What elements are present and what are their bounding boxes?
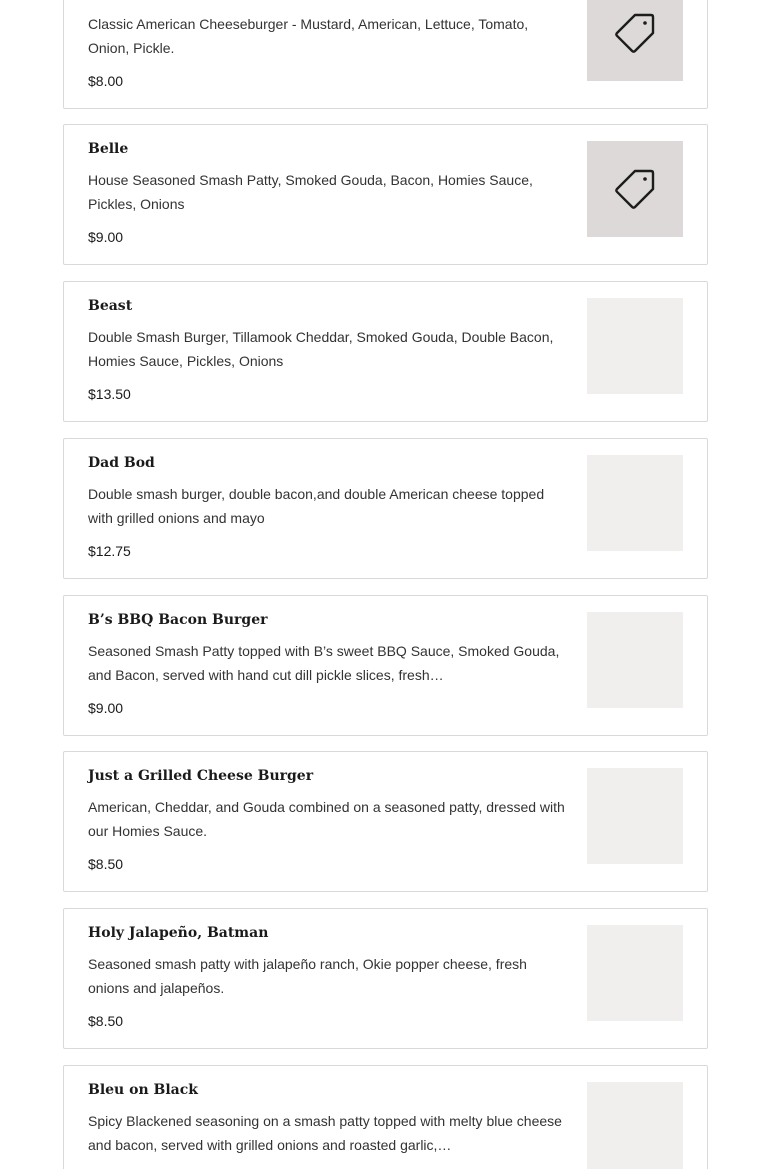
menu-item-name: Beast	[88, 298, 133, 314]
menu-item-card[interactable]	[63, 1065, 708, 1169]
menu-item-description: House Seasoned Smash Patty, Smoked Gouda, Bacon, Homies Sauce, Pickles, Onions	[88, 172, 533, 212]
menu-item-card[interactable]	[63, 0, 708, 109]
tag-icon	[613, 167, 657, 211]
menu-item-description: Seasoned smash patty with jalapeño ranch, Okie popper cheese, fresh onions and jalapeños.	[88, 956, 527, 996]
menu-item-name: B’s BBQ Bacon Burger	[88, 612, 268, 628]
menu-item-price: $12.75	[88, 543, 131, 559]
menu-item-image	[587, 141, 683, 237]
menu-item-card[interactable]	[63, 281, 708, 422]
menu-item-price: $8.50	[88, 1013, 124, 1029]
menu-item-description: Double Smash Burger, Tillamook Cheddar, Smoked Gouda, Double Bacon, Homies Sauce, Pickles, Onions	[88, 329, 554, 369]
menu-item-price: $13.50	[88, 386, 131, 402]
menu-item-description: Classic American Cheeseburger - Mustard, American, Lettuce, Tomato, Onion, Pickle.	[88, 16, 529, 56]
menu-item-name: Dad Bod	[88, 455, 155, 471]
menu-item-card[interactable]	[63, 751, 708, 892]
menu-item-card[interactable]	[63, 595, 708, 736]
menu-item-image-placeholder	[587, 1082, 683, 1169]
menu-item-card[interactable]	[63, 438, 708, 579]
menu-item-name: Belle	[88, 141, 129, 157]
menu-item-name: Just a Grilled Cheese Burger	[88, 768, 314, 784]
menu-item-card[interactable]	[63, 124, 708, 265]
menu-item-image-placeholder	[587, 455, 683, 551]
menu-item-image-placeholder	[587, 612, 683, 708]
menu-item-description: Seasoned Smash Patty topped with B’s sweet BBQ Sauce, Smoked Gouda, and Bacon, served with hand cut dill pickle slices, fresh…	[88, 643, 560, 683]
tag-icon	[613, 11, 657, 55]
menu-item-description: Double smash burger, double bacon,and double American cheese topped with grilled onions and mayo	[88, 486, 545, 526]
menu-item-image	[587, 0, 683, 81]
menu-item-description: American, Cheddar, and Gouda combined on a seasoned patty, dressed with our Homies Sauce.	[88, 799, 565, 839]
menu-item-image-placeholder	[587, 768, 683, 864]
menu-item-description: Spicy Blackened seasoning on a smash patty topped with melty blue cheese and bacon, served with grilled onions and roasted garlic,…	[88, 1113, 562, 1153]
menu-item-price: $8.00	[88, 73, 124, 89]
menu-item-card[interactable]	[63, 908, 708, 1049]
menu-item-image-placeholder	[587, 925, 683, 1021]
menu-item-image-placeholder	[587, 298, 683, 394]
menu-item-price: $9.00	[88, 700, 124, 716]
menu-item-name: Holy Jalapeño, Batman	[88, 925, 269, 941]
menu-item-name: Bleu on Black	[88, 1082, 198, 1098]
menu-item-price: $8.50	[88, 856, 124, 872]
menu-item-price: $9.00	[88, 229, 124, 245]
